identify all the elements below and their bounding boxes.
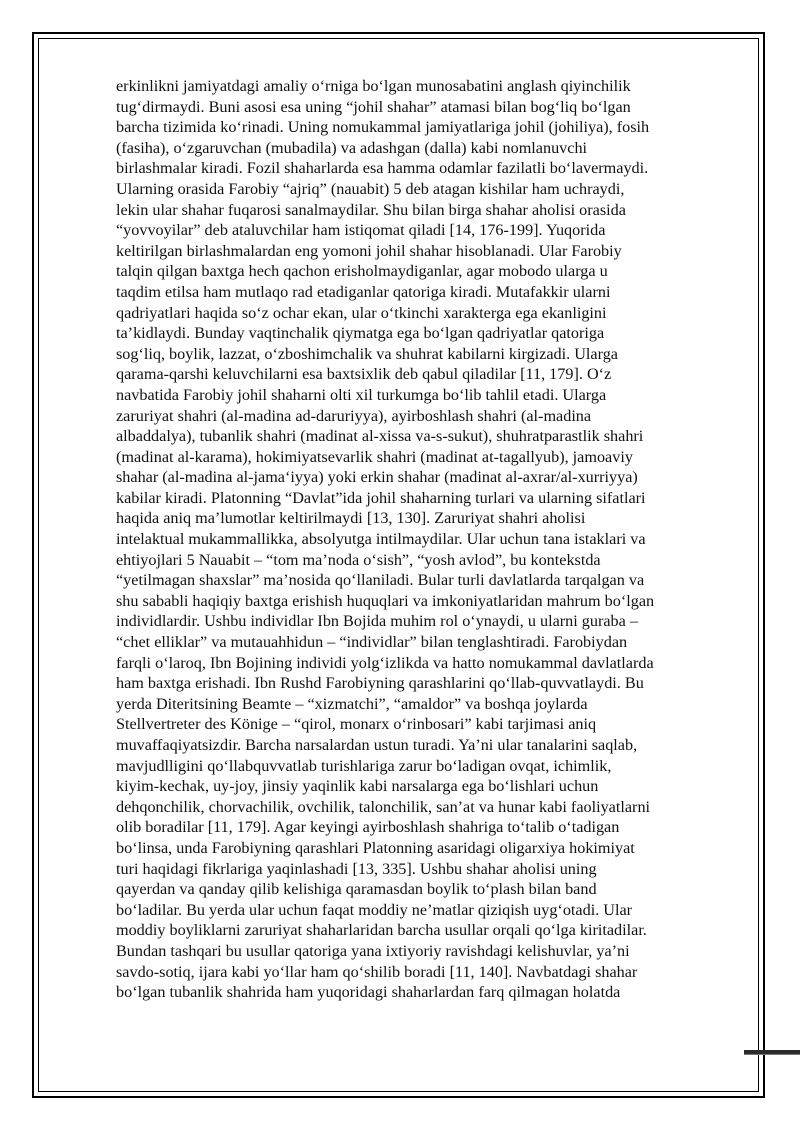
text-line: moddiy boyliklarni zaruriyat shaharlaridan barcha usullar orqali qo‘lga kiritadilar. — [116, 921, 647, 940]
text-line: keltirilgan birlashmalardan eng yomoni johil shahar hisoblanadi. Ular Farobiy — [116, 241, 622, 260]
text-line: Bundan tashqari bu usullar qatoriga yana ixtiyoriy ravishdagi kelishuvlar, ya’ni — [116, 941, 630, 960]
text-line: shahar (al-madina al-jama‘iyya) yoki erkin shahar (madinat al-axrar/al-xurriyya) — [116, 468, 638, 487]
text-line: ta’kidlaydi. Bunday vaqtinchalik qiymatga ega bo‘lgan qadriyatlar qatoriga — [116, 324, 605, 343]
text-line: savdo-sotiq, ijara kabi yo‘llar ham qo‘shilib boradi [11, 140]. Navbatdagi shahar — [116, 962, 638, 981]
text-line: ham baxtga erishadi. Ibn Rushd Farobiyning qarashlarini qo‘llab-quvvatlaydi. Bu — [116, 674, 644, 693]
text-line: turi haqidagi fikrlariga yaqinlashadi [13, 335]. Ushbu shahar aholisi uning — [116, 859, 597, 878]
body-text — [116, 76, 756, 1003]
text-line: (madinat al-karama), hokimiyatsevarlik shahri (madinat at-tagallyub), jamoaviy — [116, 447, 633, 466]
text-line: birlashmalar kiradi. Fozil shaharlarda esa hamma odamlar fazilatli bo‘lavermaydi. — [116, 159, 649, 178]
text-line: ehtiyojlari 5 Nauabit – “tom ma’noda o‘sish”, “yosh avlod”, bu kontekstda — [116, 550, 601, 569]
text-line: sog‘liq, boylik, lazzat, o‘zboshimchalik va shuhrat kabilarni kirgizadi. Ularga — [116, 344, 618, 363]
text-line: haqida aniq ma’lumotlar keltirilmaydi [13, 130]. Zaruriyat shahri aholisi — [116, 509, 586, 528]
text-line: bo‘lgan tubanlik shahrida ham yuqoridagi shaharlardan farq qilmagan holatda — [116, 983, 621, 1002]
text-line: olib boradilar [11, 179]. Agar keyingi ayirboshlash shahriga to‘talib o‘tadigan — [116, 818, 620, 837]
text-line: erkinlikni jamiyatdagi amaliy o‘rniga bo‘lgan munosabatini anglash qiyinchilik — [116, 77, 631, 95]
text-line: qadriyatlari haqida so‘z ochar ekan, ular o‘tkinchi xarakterga ega ekanligini — [116, 303, 607, 322]
text-line: albaddalya), tubanlik shahri (madinat al-xissa va-s-sukut), shuhratparastlik shahri — [116, 427, 644, 446]
text-line: dehqonchilik, chorvachilik, ovchilik, talonchilik, san’at va hunar kabi faoliyatlarni — [116, 797, 651, 816]
text-line: Ularning orasida Farobiy “ajriq” (nauabit) 5 deb atagan kishilar ham uchraydi, — [116, 179, 625, 198]
text-line: muvaffaqiyatsizdir. Barcha narsalardan ustun turadi. Ya’ni ular tanalarini saqlab, — [116, 736, 638, 754]
text-line: kiyim-kechak, uy-joy, jinsiy yaqinlik kabi narsalarga ega bo‘lishlari uchun — [116, 777, 599, 796]
text-line: navbatida Farobiy johil shaharni olti xil turkumga bo‘lib tahlil etadi. Ularga — [116, 385, 607, 404]
text-line: farqli o‘laroq, Ibn Bojining individi yolg‘izlikda va hatto nomukammal davlatlarda — [116, 653, 654, 672]
text-line: kabilar kiradi. Platonning “Davlat”ida johil shaharning turlari va ularning sifatlari — [116, 488, 646, 507]
text-line: talqin qilgan baxtga hech qachon erisholmaydiganlar, agar mobodo ularga u — [116, 262, 608, 281]
text-line: “yovvoyilar” deb ataluvchilar ham istiqomat qiladi [14, 176-199]. Yuqorida — [116, 221, 606, 240]
text-line: shu sababli haqiqiy baxtga erishish huquqlari va imkoniyatlaridan mahrum bo‘lgan — [116, 591, 655, 610]
text-line: qarama-qarshi keluvchilarni esa baxtsixlik deb qabul qiladilar [11, 179]. O‘z — [116, 365, 612, 384]
text-line: bo‘ladilar. Bu yerda ular uchun faqat moddiy ne’matlar qiziqish uyg‘otadi. Ular — [116, 900, 633, 919]
text-line: qayerdan va qanday qilib kelishiga qaramasdan boylik to‘plash bilan band — [116, 880, 597, 899]
text-line: lekin ular shahar fuqarosi sanalmaydilar. Shu bilan birga shahar aholisi orasida — [116, 200, 626, 219]
text-line: individlardir. Ushbu individlar Ibn Bojida muhim rol o‘ynaydi, u ularni guraba – — [116, 612, 638, 631]
text-line: “yetilmagan shaxslar” ma’nosida qo‘llaniladi. Bular turli davlatlarda tarqalgan va — [116, 571, 645, 590]
text-line: bo‘linsa, unda Farobiyning qarashlari Platonning asaridagi oligarxiya hokimiyat — [116, 838, 635, 857]
text-line: “chet elliklar” va mutauahhidun – “individlar” bilan tenglashtiradi. Farobiydan — [116, 633, 628, 652]
text-line: (fasiha), o‘zgaruvchan (mubadila) va adashgan (dalla) kabi nomlanuvchi — [116, 138, 588, 157]
text-line: tug‘dirmaydi. Buni asosi esa uning “johil shahar” atamasi bilan bog‘liq bo‘lgan — [116, 97, 631, 116]
text-line: Stellvertreter des Könige – “qirol, monarx o‘rinbosari” kabi tarjimasi aniq — [116, 715, 597, 734]
text-line: mavjudlligini qo‘llabquvvatlab turishlariga zarur bo‘ladigan ovqat, ichimlik, — [116, 756, 612, 775]
text-line: barcha tizimida ko‘rinadi. Uning nomukammal jamiyatlariga johil (johiliya), fosih — [116, 118, 650, 137]
text-line: taqdim etilsa ham mutlaqo rad etadiganlar qatoriga kiradi. Mutafakkir ularni — [116, 282, 611, 301]
text-line: yerda Diteritsining Beamte – “xizmatchi”, “amaldor” va boshqa joylarda — [116, 694, 588, 713]
text-line: intelaktual mukammallikka, absolyutga intilmaydilar. Ular uchun tana istaklari va — [116, 530, 646, 549]
text-line: zaruriyat shahri (al-madina ad-daruriyya), ayirboshlash shahri (al-madina — [116, 406, 592, 425]
page-edge-marker-line — [744, 1054, 800, 1055]
